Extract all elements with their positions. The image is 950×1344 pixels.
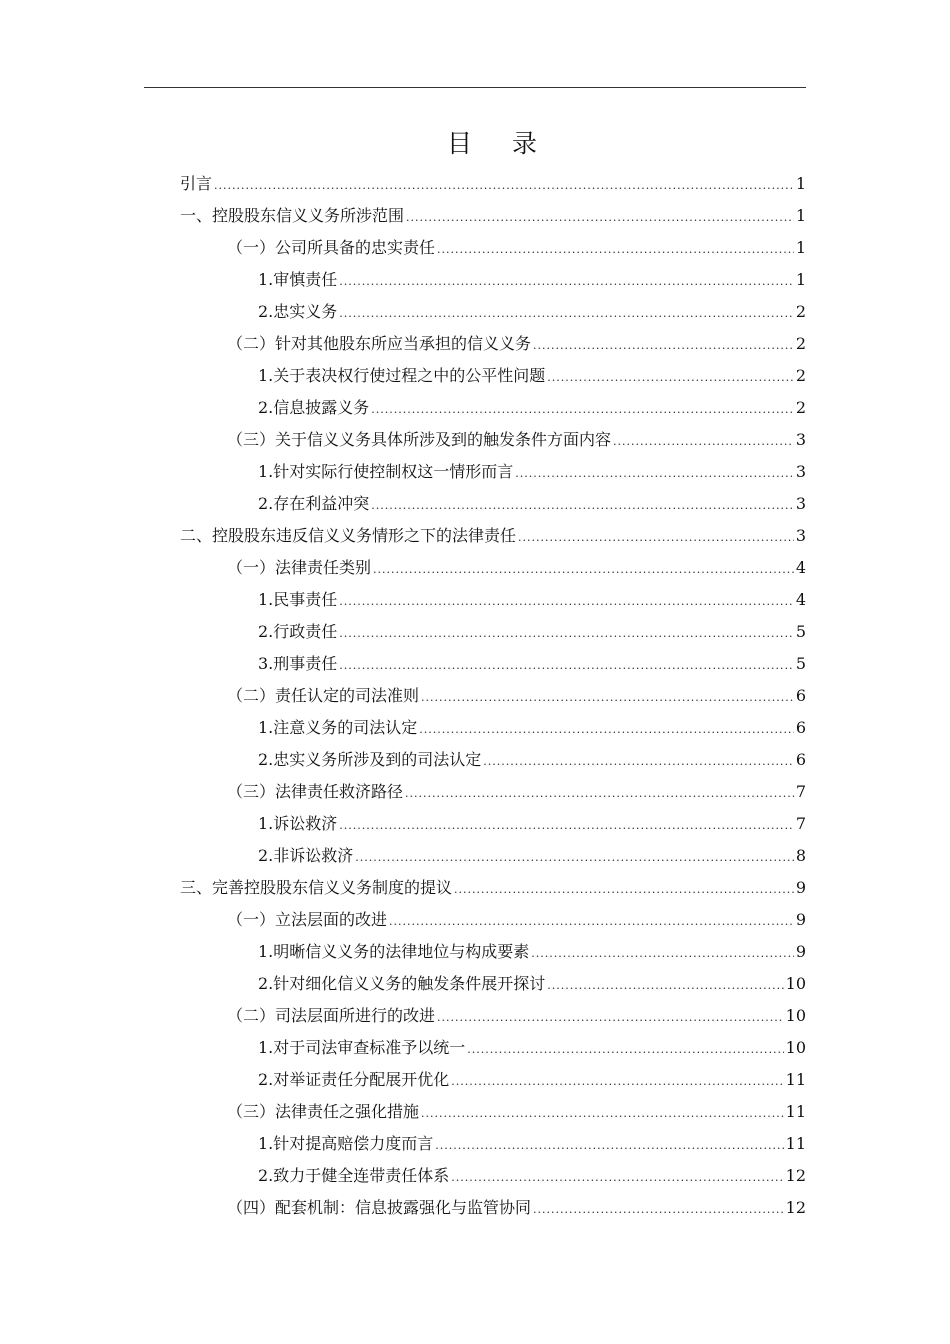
toc-entry-text: 2.存在利益冲突: [258, 494, 370, 513]
toc-entry-text: （二）责任认定的司法准则: [227, 686, 420, 705]
toc-leader-dots: [451, 1162, 783, 1194]
toc-leader-dots: [533, 1194, 784, 1226]
toc-page-number: 4: [795, 558, 806, 577]
toc-leader-dots: [406, 202, 794, 234]
toc-leader-dots: [405, 778, 794, 810]
toc-entry[interactable]: [180, 904, 806, 936]
toc-entry-text: 1.针对提高赔偿力度而言: [258, 1134, 434, 1153]
toc-leader-dots: [214, 170, 794, 202]
toc-leader-dots: [451, 1066, 783, 1098]
toc-page-number: 9: [795, 878, 806, 897]
toc-entry-text: 二、控股股东违反信义义务情形之下的法律责任: [180, 526, 517, 545]
toc-entry-text: （二）针对其他股东所应当承担的信义义务: [227, 334, 532, 353]
toc-page-number: 10: [785, 1006, 806, 1025]
toc-entry-text: 引言: [180, 174, 213, 193]
toc-page-number: 11: [785, 1070, 806, 1089]
toc-entry-text: 3.刑事责任: [258, 654, 338, 673]
toc-entry[interactable]: [180, 392, 806, 424]
toc-entry-text: 2.忠实义务所涉及到的司法认定: [258, 750, 482, 769]
toc-entry[interactable]: [180, 744, 806, 776]
toc-page-number: 9: [795, 910, 806, 929]
toc-entry-text: 1.明晰信义义务的法律地位与构成要素: [258, 942, 530, 961]
toc-entry-text: 一、控股股东信义义务所涉范围: [180, 206, 405, 225]
toc-entry-text: （三）关于信义义务具体所涉及到的触发条件方面内容: [227, 430, 612, 449]
toc-leader-dots: [373, 554, 794, 586]
toc-leader-dots: [389, 906, 794, 938]
toc-entry[interactable]: [180, 1096, 806, 1128]
toc-entry-text: 2.对举证责任分配展开优化: [258, 1070, 450, 1089]
toc-entry[interactable]: [180, 968, 806, 1000]
toc-leader-dots: [437, 1002, 784, 1034]
toc-entry-text: 1.审慎责任: [258, 270, 338, 289]
toc-entry-text: 2.非诉讼救济: [258, 846, 354, 865]
toc-page-number: 6: [795, 718, 806, 737]
table-of-contents: [180, 168, 806, 1224]
toc-entry[interactable]: [180, 424, 806, 456]
toc-page-number: 5: [795, 654, 806, 673]
toc-entry-text: （一）公司所具备的忠实责任: [227, 238, 436, 257]
toc-entry[interactable]: [180, 1064, 806, 1096]
toc-entry-text: 1.民事责任: [258, 590, 338, 609]
toc-entry[interactable]: [180, 616, 806, 648]
toc-entry-text: （四）配套机制：信息披露强化与监管协同: [227, 1198, 532, 1217]
toc-page-number: 1: [795, 238, 806, 257]
toc-entry-text: 1.注意义务的司法认定: [258, 718, 418, 737]
toc-entry[interactable]: [180, 1160, 806, 1192]
toc-entry[interactable]: [180, 520, 806, 552]
toc-entry-text: （三）法律责任之强化措施: [227, 1102, 420, 1121]
toc-page-number: 2: [795, 366, 806, 385]
toc-leader-dots: [435, 1130, 783, 1162]
toc-entry[interactable]: [180, 680, 806, 712]
toc-page-number: 11: [785, 1134, 806, 1153]
toc-entry[interactable]: [180, 808, 806, 840]
toc-page-number: 10: [785, 1038, 806, 1057]
toc-entry[interactable]: [180, 232, 806, 264]
toc-entry-text: 1.针对实际行使控制权这一情形而言: [258, 462, 514, 481]
toc-entry[interactable]: [180, 1128, 806, 1160]
toc-entry[interactable]: [180, 360, 806, 392]
toc-entry[interactable]: [180, 584, 806, 616]
toc-leader-dots: [547, 970, 783, 1002]
toc-leader-dots: [421, 682, 794, 714]
toc-page-number: 1: [795, 206, 806, 225]
toc-entry-text: （三）法律责任救济路径: [227, 782, 404, 801]
header-rule: [144, 87, 806, 88]
toc-page-number: 7: [795, 814, 806, 833]
toc-title: 目 录: [447, 129, 553, 158]
toc-entry-text: 2.行政责任: [258, 622, 338, 641]
toc-leader-dots: [531, 938, 794, 970]
toc-entry[interactable]: [180, 264, 806, 296]
toc-page-number: 1: [795, 270, 806, 289]
toc-entry-text: 2.信息披露义务: [258, 398, 370, 417]
toc-leader-dots: [339, 650, 794, 682]
toc-page-number: 6: [795, 686, 806, 705]
toc-page-number: 5: [795, 622, 806, 641]
toc-entry[interactable]: [180, 776, 806, 808]
toc-leader-dots: [355, 842, 794, 874]
toc-entry[interactable]: [180, 712, 806, 744]
toc-entry-text: 2.致力于健全连带责任体系: [258, 1166, 450, 1185]
toc-page-number: 1: [795, 174, 806, 193]
toc-leader-dots: [515, 458, 794, 490]
toc-entry-text: 2.针对细化信义义务的触发条件展开探讨: [258, 974, 546, 993]
toc-page-number: 6: [795, 750, 806, 769]
toc-entry[interactable]: [180, 1000, 806, 1032]
toc-leader-dots: [339, 266, 794, 298]
toc-leader-dots: [547, 362, 794, 394]
toc-entry-text: 三、完善控股股东信义义务制度的提议: [180, 878, 453, 897]
toc-leader-dots: [533, 330, 794, 362]
toc-entry-text: （一）立法层面的改进: [227, 910, 388, 929]
toc-entry-text: （二）司法层面所进行的改进: [227, 1006, 436, 1025]
toc-page-number: 7: [795, 782, 806, 801]
toc-page-number: 3: [795, 494, 806, 513]
toc-page-number: 12: [785, 1166, 806, 1185]
toc-entry[interactable]: [180, 840, 806, 872]
toc-leader-dots: [421, 1098, 784, 1130]
toc-leader-dots: [371, 394, 794, 426]
toc-leader-dots: [437, 234, 794, 266]
toc-entry-text: 1.诉讼救济: [258, 814, 338, 833]
toc-entry[interactable]: [180, 488, 806, 520]
toc-page-number: 9: [795, 942, 806, 961]
toc-entry[interactable]: [180, 296, 806, 328]
toc-leader-dots: [467, 1034, 783, 1066]
toc-leader-dots: [613, 426, 794, 458]
toc-leader-dots: [454, 874, 794, 906]
toc-entry[interactable]: [180, 872, 806, 904]
toc-entry-text: 1.对于司法审查标准予以统一: [258, 1038, 466, 1057]
toc-leader-dots: [339, 298, 794, 330]
toc-entry[interactable]: [180, 1192, 806, 1224]
toc-entry[interactable]: [180, 1032, 806, 1064]
toc-page-number: 2: [795, 334, 806, 353]
toc-page-number: 3: [795, 430, 806, 449]
toc-entry[interactable]: [180, 328, 806, 360]
toc-page-number: 2: [795, 398, 806, 417]
toc-entry[interactable]: [180, 200, 806, 232]
toc-page-number: 3: [795, 526, 806, 545]
toc-page-number: 4: [795, 590, 806, 609]
toc-entry[interactable]: [180, 552, 806, 584]
toc-entry-text: （一）法律责任类别: [227, 558, 372, 577]
toc-page-number: 10: [785, 974, 806, 993]
toc-entry[interactable]: [180, 648, 806, 680]
toc-page-number: 2: [795, 302, 806, 321]
toc-leader-dots: [339, 810, 794, 842]
toc-page-number: 3: [795, 462, 806, 481]
toc-leader-dots: [419, 714, 794, 746]
toc-leader-dots: [339, 618, 794, 650]
toc-page-number: 11: [785, 1102, 806, 1121]
toc-entry-text: 2.忠实义务: [258, 302, 338, 321]
toc-entry[interactable]: [180, 936, 806, 968]
toc-page-number: 12: [785, 1198, 806, 1217]
toc-entry[interactable]: [180, 168, 806, 200]
toc-leader-dots: [518, 522, 794, 554]
toc-leader-dots: [483, 746, 794, 778]
toc-leader-dots: [371, 490, 794, 522]
toc-entry-text: 1.关于表决权行使过程之中的公平性问题: [258, 366, 546, 385]
toc-leader-dots: [339, 586, 794, 618]
toc-page-number: 8: [795, 846, 806, 865]
toc-entry[interactable]: [180, 456, 806, 488]
